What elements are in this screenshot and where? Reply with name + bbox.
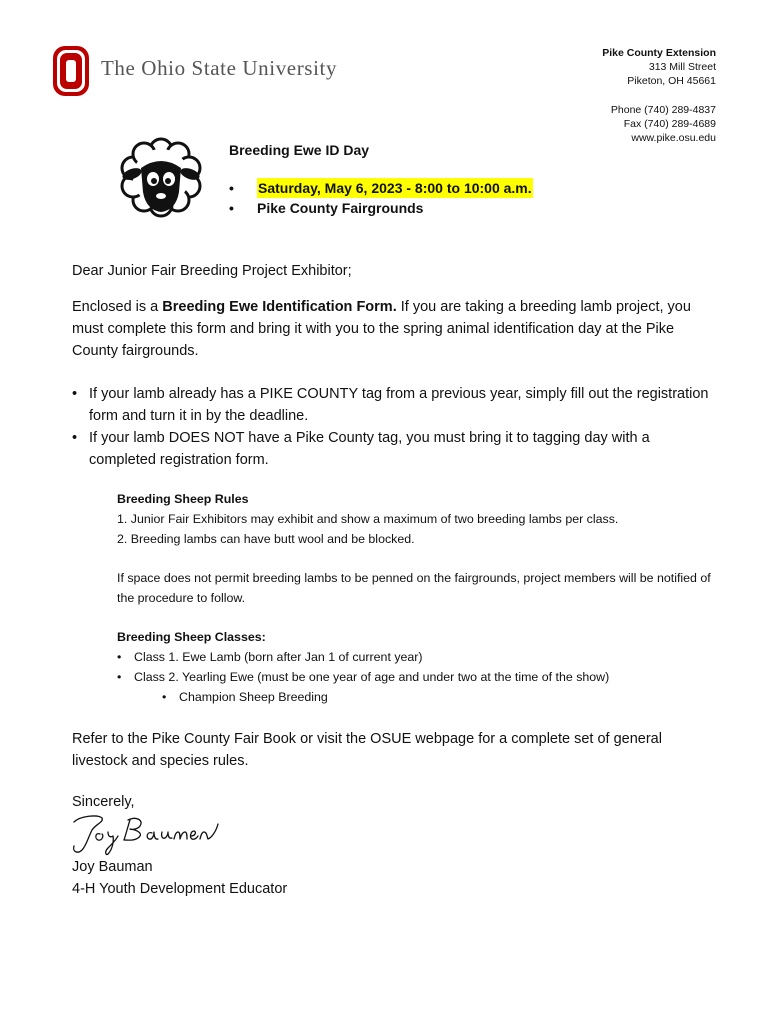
sheep-icon (116, 134, 206, 229)
office-city: Piketon, OH 45661 (627, 75, 716, 87)
greeting: Dear Junior Fair Breeding Project Exhibitor; (72, 263, 352, 279)
office-fax: Fax (740) 289-4689 (623, 118, 716, 130)
class-item-text: Class 2. Yearling Ewe (must be one year of age and under two at the time of the show) (134, 670, 610, 684)
tag-instructions (72, 383, 712, 471)
list-item: • If your lamb DOES NOT have a Pike County tag, you must bring it to tagging day with a completed registration form. (72, 430, 650, 468)
class-item: • Class 2. Yearling Ewe (must be one year of age and under two at the time of the show) (117, 670, 610, 684)
office-name: Pike County Extension (602, 47, 716, 59)
office-address (602, 46, 716, 145)
office-phone: Phone (740) 289-4837 (610, 104, 716, 116)
refer-paragraph: Refer to the Pike County Fair Book or visit the OSUE webpage for a complete set of general livestock and species rules. (72, 731, 662, 769)
bullet: • (229, 180, 234, 196)
intro-form-name: Breeding Ewe Identification Form. (162, 299, 397, 315)
event-title: Breeding Ewe ID Day (229, 142, 370, 158)
class-item: • Class 1. Ewe Lamb (born after Jan 1 of current year) (117, 650, 423, 664)
signer-title: 4-H Youth Development Educator (72, 881, 288, 897)
office-web: www.pike.osu.edu (631, 132, 716, 144)
signer-block (72, 856, 712, 900)
intro-paragraph (72, 296, 712, 362)
breeding-sheep-rules (117, 489, 717, 549)
osu-block-o-logo (52, 45, 90, 102)
rule-item: 1. Junior Fair Exhibitors may exhibit and show a maximum of two breeding lambs per class. (117, 512, 619, 526)
breeding-sheep-classes (117, 627, 717, 707)
sub-class-text: Champion Sheep Breeding (179, 690, 328, 704)
intro-prefix: Enclosed is a (72, 299, 163, 315)
list-item-text: If your lamb already has a PIKE COUNTY tag from a previous year, simply fill out the registration form and turn it in by the deadline. (89, 386, 709, 424)
closing: Sincerely, (72, 794, 135, 810)
bullet: • (229, 200, 234, 216)
space-note: If space does not permit breeding lambs to be penned on the fairgrounds, project members will be notified of the procedure to follow. (117, 571, 711, 605)
sub-class-item: • Champion Sheep Breeding (162, 690, 328, 704)
list-item-text: If your lamb DOES NOT have a Pike County tag, you must bring it to tagging day with a completed registration form. (89, 430, 650, 468)
classes-heading: Breeding Sheep Classes: (117, 630, 266, 644)
office-street: 313 Mill Street (648, 61, 716, 73)
event-date: Saturday, May 6, 2023 - 8:00 to 10:00 a.m. (258, 180, 532, 196)
list-item: • If your lamb already has a PIKE COUNTY tag from a previous year, simply fill out the registration form and turn it in by the deadline. (72, 386, 709, 424)
class-item-text: Class 1. Ewe Lamb (born after Jan 1 of current year) (134, 650, 423, 664)
rules-heading: Breeding Sheep Rules (117, 492, 249, 506)
rule-item: 2. Breeding lambs can have butt wool and be blocked. (117, 532, 415, 546)
university-wordmark: The Ohio State University (101, 56, 338, 80)
intro-suffix: If you are taking a breeding lamb project, you must complete this form and bring it with you to the spring animal identification day at the Pike County fairgrounds. (72, 299, 691, 359)
event-location: Pike County Fairgrounds (257, 200, 424, 216)
signer-name: Joy Bauman (72, 859, 153, 875)
